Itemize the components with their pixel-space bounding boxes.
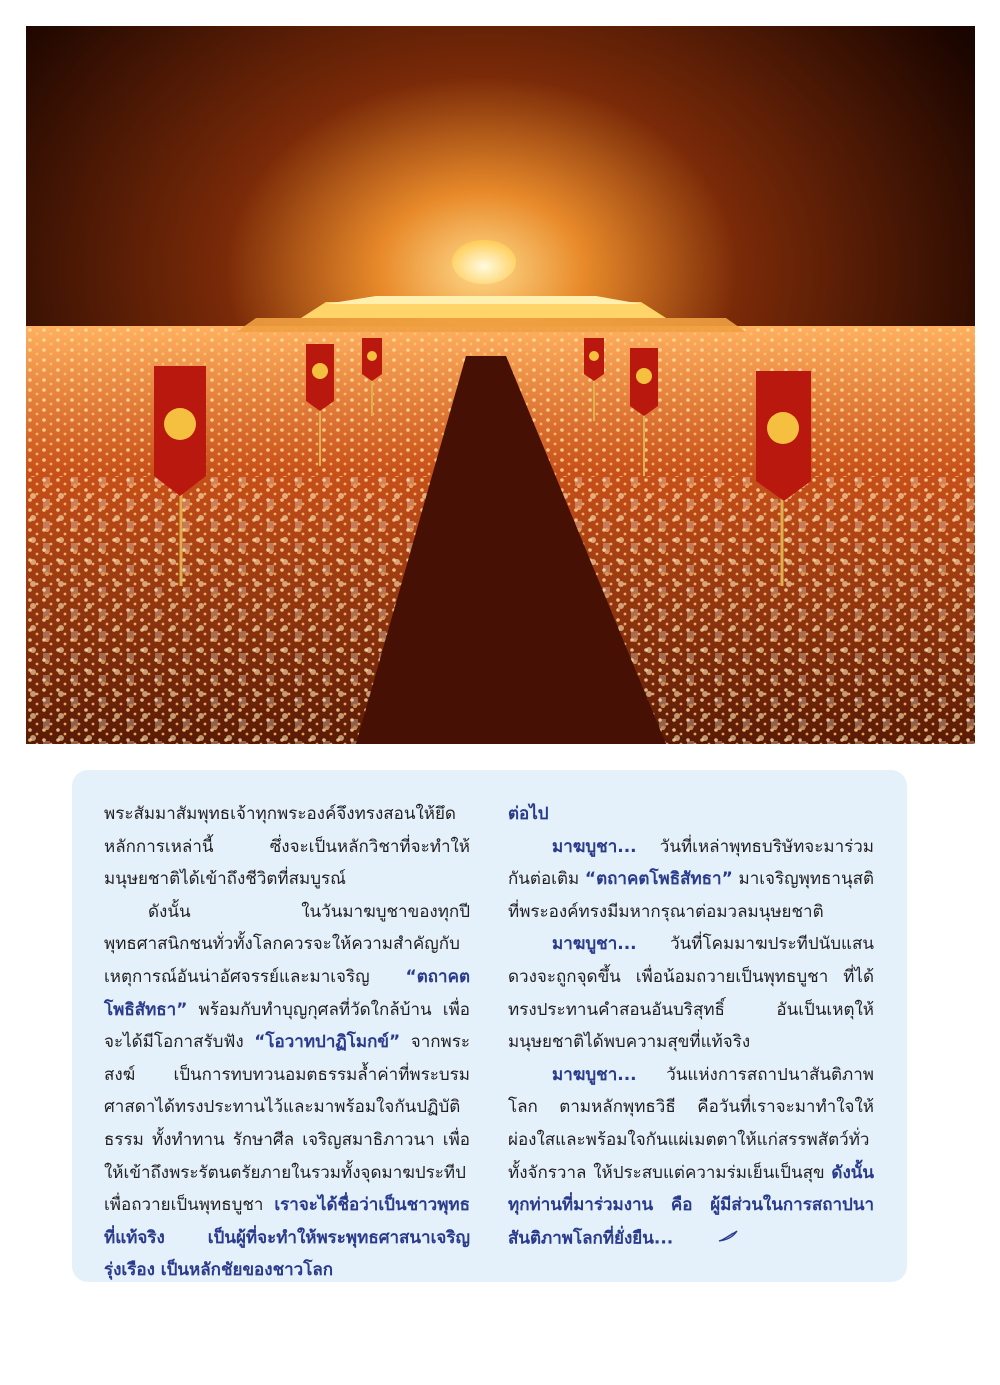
paragraph-3 (508, 831, 874, 929)
paragraph-3-text-b: มาเจริญพุทธานุสติ ที่พระองค์ทรงมีมหากรุณาต่อมวลมนุษยชาติ (508, 869, 874, 922)
left-column (104, 798, 470, 1287)
paragraph-1: พระสัมมาสัมพุทธเจ้าทุกพระองค์จึงทรงสอนให้ยึดหลักการเหล่านี้ ซึ่งจะเป็นหลักวิชาที่จะทำให้มนุษยชาติได้เข้าถึงชีวิตที่สมบูรณ์ (104, 804, 470, 890)
paragraph-4-text: วันที่โคมมาฆประทีปนับแสนดวงจะถูกจุดขึ้น เพื่อน้อมถวายเป็นพุทธบูชา ที่ได้ทรงประทานคำสอนอันบริสุทธิ์ อันเป็นเหตุให้มนุษยชาติได้พบความสุขที่แท้จริง (508, 934, 874, 1053)
ceremony-photo (26, 26, 975, 744)
continuation: ต่อไป (508, 804, 549, 824)
heading-makha-bucha-3: มาฆบูชา... (552, 1064, 637, 1085)
highlight-true-buddhist: เราจะได้ชื่อว่าเป็นชาวพุทธที่แท้จริง เป็นผู้ที่จะทำให้พระพุทธศาสนาเจริญรุ่งเรือง เป็นหลักชัยของชาวโลก (104, 1195, 470, 1281)
paragraph-2-text-c: จากพระสงฆ์ เป็นการทบทวนอมตธรรมล้ำค่าที่พระบรมศาสดาได้ทรงประทานไว้และมาพร้อมใจกันปฏิบัติธรรม ทั้งทำทาน รักษาศีล เจริญสมาธิภาวนา เพื่อให้เข้าถึงพระรัตนตรัยภายในรวมทั้งจุดมาฆประทีปเพื่อถวายเป็นพุทธบูชา (104, 1032, 470, 1216)
paragraph-5-text: วันแห่งการสถาปนาสันติภาพโลก ตามหลักพุทธวิธี คือวันที่เราจะมาทำใจให้ผ่องใสและพร้อมใจกันแผ่เมตตาให้แก่สรรพสัตว์ทั่วทั้งจักรวาล ให้ประสบแต่ความร่มเย็นเป็นสุข (508, 1064, 874, 1183)
heading-makha-bucha-2: มาฆบูชา... (552, 934, 637, 955)
highlight-tathagata: “ตถาคตโพธิสัทธา” (104, 966, 470, 1020)
text-panel (72, 770, 907, 1282)
heading-makha-bucha: มาฆบูชา... (552, 836, 637, 857)
paragraph-2-text-a: ดังนั้น ในวันมาฆบูชาของทุกปี พุทธศาสนิกชนทั่วทั้งโลกควรจะให้ความสำคัญกับเหตุการณ์อันน่าอัศจรรย์และมาเจริญ (104, 901, 470, 987)
candle-ceremony-illustration (26, 26, 975, 744)
paragraph-2 (104, 896, 470, 1287)
highlight-ovada: “โอวาทปาฏิโมกข์” (254, 1032, 401, 1053)
paragraph-4 (508, 928, 874, 1058)
highlight-tathagata-2: “ตถาคตโพธิสัทธา” (584, 869, 733, 890)
paragraph-2-text-b: พร้อมกับทำบุญกุศลที่วัดใกล้บ้าน เพื่อจะได้มีโอกาสรับฟัง (104, 999, 470, 1053)
right-column (508, 798, 874, 1255)
feather-end-icon (673, 1222, 739, 1255)
highlight-world-peace: ดังนั้น ทุกท่านที่มาร่วมงาน คือ ผู้มีส่วนในการสถาปนาสันติภาพโลกที่ยั่งยืน... (508, 1162, 874, 1249)
paragraph-5 (508, 1059, 874, 1255)
paragraph-3-text-a: วันที่เหล่าพุทธบริษัทจะมาร่วมกันต่อเติม (508, 836, 874, 890)
